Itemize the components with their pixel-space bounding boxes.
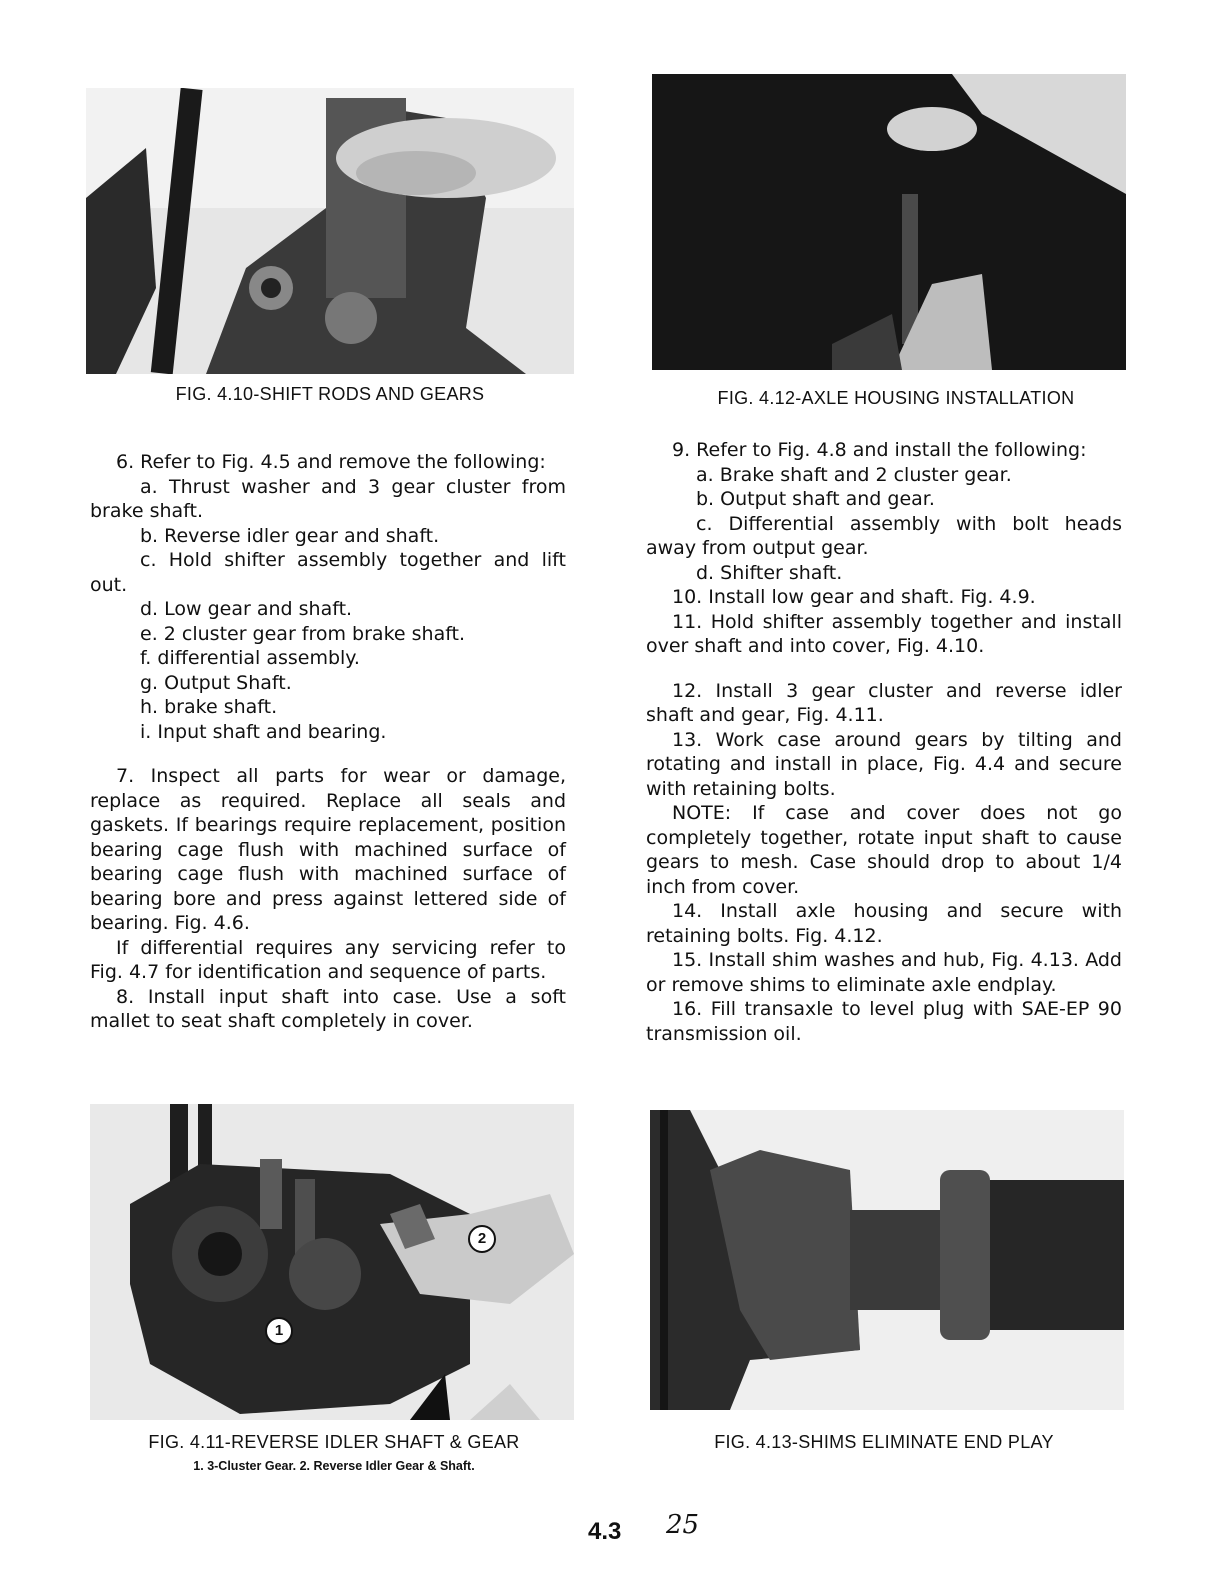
step-14: 14. Install axle housing and secure with retaining bolts. Fig. 4.12. xyxy=(646,900,1122,947)
fig-4-13-photo xyxy=(650,1110,1124,1410)
fig-4-11-photo xyxy=(90,1104,574,1420)
fig-4-11-callout-1 xyxy=(265,1317,293,1345)
step-8: 8. Install input shaft into case. Use a soft mallet to seat shaft completely in cover. xyxy=(90,985,566,1032)
page-number: 4.3 xyxy=(588,1518,622,1545)
callout-2-label: 2 xyxy=(477,1230,487,1247)
fig-4-11-caption: FIG. 4.11-REVERSE IDLER SHAFT & GEAR xyxy=(148,1432,520,1452)
step-11: 11. Hold shifter assembly together and install over shaft and into cover, Fig. 4.10. xyxy=(646,610,1122,657)
fig-4-13-caption: FIG. 4.13-SHIMS ELIMINATE END PLAY xyxy=(714,1432,1054,1452)
fig-4-12-caption: FIG. 4.12-AXLE HOUSING INSTALLATION xyxy=(717,388,1075,408)
step-12: 12. Install 3 gear cluster and reverse idler shaft and gear, Fig. 4.11. xyxy=(646,679,1122,726)
step-6-item-e: e. 2 cluster gear from brake shaft. xyxy=(140,622,466,645)
step-6-item-f: f. differential assembly. xyxy=(140,647,360,669)
step-9-item-a: a. Brake shaft and 2 cluster gear. xyxy=(696,463,1012,486)
fig-4-11-legend: 1. 3-Cluster Gear. 2. Reverse Idler Gear & Shaft. xyxy=(193,1459,475,1473)
step-6-item-a: a. Thrust washer and 3 gear cluster from brake shaft. xyxy=(90,475,566,522)
fig-4-10-caption: FIG. 4.10-SHIFT RODS AND GEARS xyxy=(175,384,485,404)
fig-4-10-photo xyxy=(86,88,574,374)
step-9: 9. Refer to Fig. 4.8 and install the following: xyxy=(672,439,1087,461)
left-text-column xyxy=(90,450,566,1034)
step-10: 10. Install low gear and shaft. Fig. 4.9. xyxy=(672,586,1036,608)
step-6-item-b: b. Reverse idler gear and shaft. xyxy=(140,524,440,547)
fig-4-11-callout-2 xyxy=(468,1225,496,1253)
step-6-item-d: d. Low gear and shaft. xyxy=(140,598,353,620)
step-9-item-c: c. Differential assembly with bolt heads away from output gear. xyxy=(646,512,1122,559)
step-13: 13. Work case around gears by tilting and rotating and install in place, Fig. 4.4 and secure with retaining bolts. xyxy=(646,728,1122,800)
step-6: 6. Refer to Fig. 4.5 and remove the following: xyxy=(116,451,546,473)
step-7: 7. Inspect all parts for wear or damage, replace as required. Replace all seals and gaskets. If bearings require replacement, position bearing cage flush with machined surface of bearing cage flush with machined surface of bearing bore and press against lettered side of bearing. Fig. 4.6. xyxy=(90,765,566,934)
step-6-item-g: g. Output Shaft. xyxy=(140,671,292,694)
step-6-item-h: h. brake shaft. xyxy=(140,696,278,718)
right-text-column xyxy=(646,438,1122,1046)
callout-1-label: 1 xyxy=(274,1322,284,1339)
step-7-note: If differential requires any servicing refer to Fig. 4.7 for identification and sequence of parts. xyxy=(90,936,566,983)
handwritten-page-number: 25 xyxy=(666,1510,700,1540)
step-6-item-i: i. Input shaft and bearing. xyxy=(140,720,387,743)
step-16: 16. Fill transaxle to level plug with SAE-EP 90 transmission oil. xyxy=(646,998,1122,1045)
note: NOTE: If case and cover does not go completely together, rotate input shaft to cause gears to mesh. Case should drop to about 1/4 inch from cover. xyxy=(646,802,1122,898)
step-9-item-d: d. Shifter shaft. xyxy=(696,561,843,584)
step-6-item-c: c. Hold shifter assembly together and lift out. xyxy=(90,549,566,596)
step-9-item-b: b. Output shaft and gear. xyxy=(696,488,935,510)
fig-4-12-photo xyxy=(652,74,1126,370)
step-15: 15. Install shim washes and hub, Fig. 4.13. Add or remove shims to eliminate axle endplay. xyxy=(646,949,1122,996)
